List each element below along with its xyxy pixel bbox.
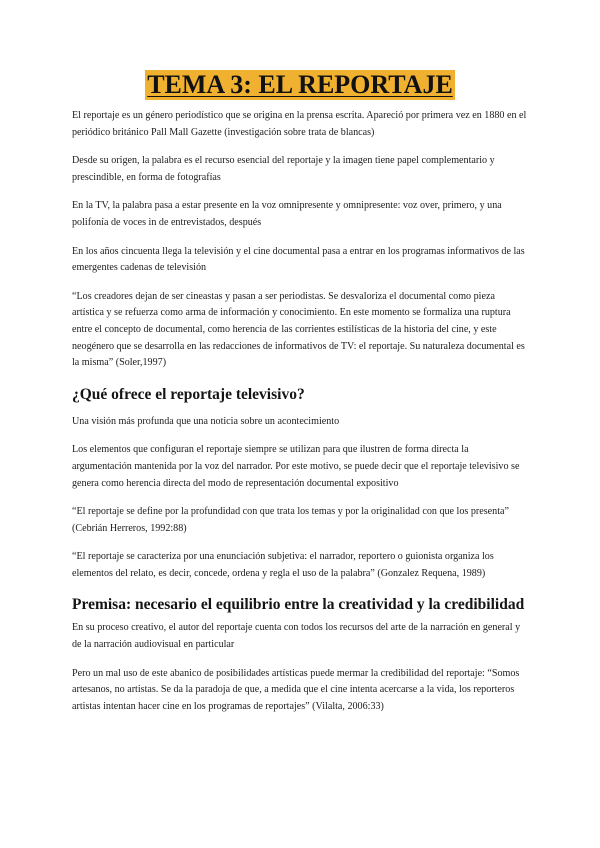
paragraph-tv-voice: En la TV, la palabra pasa a estar presente en la voz omnipresente y omnipresente: voz over, primero, y una polifonía de voces in de entrevistados, después [72, 200, 502, 228]
section-heading-tv-report: ¿Qué ofrece el reportaje televisivo? [72, 385, 305, 403]
quote-soler: “Los creadores dejan de ser cineastas y pasan a ser periodistas. Se desvaloriza el documental como pieza artística y se refuerza como arma de información y conocimiento. En este momento se formaliza una ruptura entre el concepto de documental, como herencia de las corrientes estilísticas de la historia del cine, y este neogénero que se desarrolla en las redacciones de informativos de TV: el reportaje. Su naturaleza documental es la misma” (Soler,1997) [72, 290, 525, 369]
section-heading-premise: Premisa: necesario el equilibrio entre la creatividad y la credibilidad [72, 596, 525, 614]
paragraph-fifties: En los años cincuenta llega la televisión y el cine documental pasa a entrar en los programas informativos de las emergentes cadenas de televisión [72, 245, 525, 274]
paragraph-deeper-vision: Una visión más profunda que una noticia sobre un acontecimiento [72, 415, 340, 427]
document-page [72, 70, 528, 727]
paragraph-origin: El reportaje es un género periodístico que se origina en la prensa escrita. Apareció por primera vez en 1880 en el periódico británico Pall Mall Gazette (investigación sobre trata de blancas) [72, 110, 527, 138]
title-wrap [72, 70, 528, 100]
quote-gonzalez: “El reportaje se caracteriza por una enunciación subjetiva: el narrador, reportero o guionista organiza los elementos del relato, es decir, concede, ordena y regla el uso de la palabra” (Gonzalez Requena, 1989) [72, 551, 494, 579]
quote-vilalta: Pero un mal uso de este abanico de posibilidades artísticas puede mermar la credibilidad del reportaje: “Somos artesanos, no artistas. Se da la paradoja de que, a medida que el cine intenta acercarse a la vida, los reporteros artistas intentan hacer cine en los programas de reportajes” (Vilalta, 2006:33) [72, 667, 520, 712]
quote-cebrian: “El reportaje se define por la profundidad con que trata los temas y por la originalidad con que los presenta” (Cebrián Herreros, 1992:88) [72, 506, 509, 534]
paragraph-elements: Los elementos que configuran el reportaje siempre se utilizan para que ilustren de forma directa la argumentación mantenida por la voz del narrador. Por este motivo, se puede decir que el reportaje televisivo se genera como herencia directa del modo de representación documental expositivo [72, 444, 520, 489]
paragraph-creative-process: En su proceso creativo, el autor del reportaje cuenta con todos los recursos del arte de la narración en general y de la narración audiovisual en particular [72, 622, 521, 651]
paragraph-word-resource: Desde su origen, la palabra es el recurso esencial del reportaje y la imagen tiene papel complementario y prescindible, en forma de fotografías [72, 155, 495, 183]
page-title: TEMA 3: EL REPORTAJE [147, 70, 453, 99]
